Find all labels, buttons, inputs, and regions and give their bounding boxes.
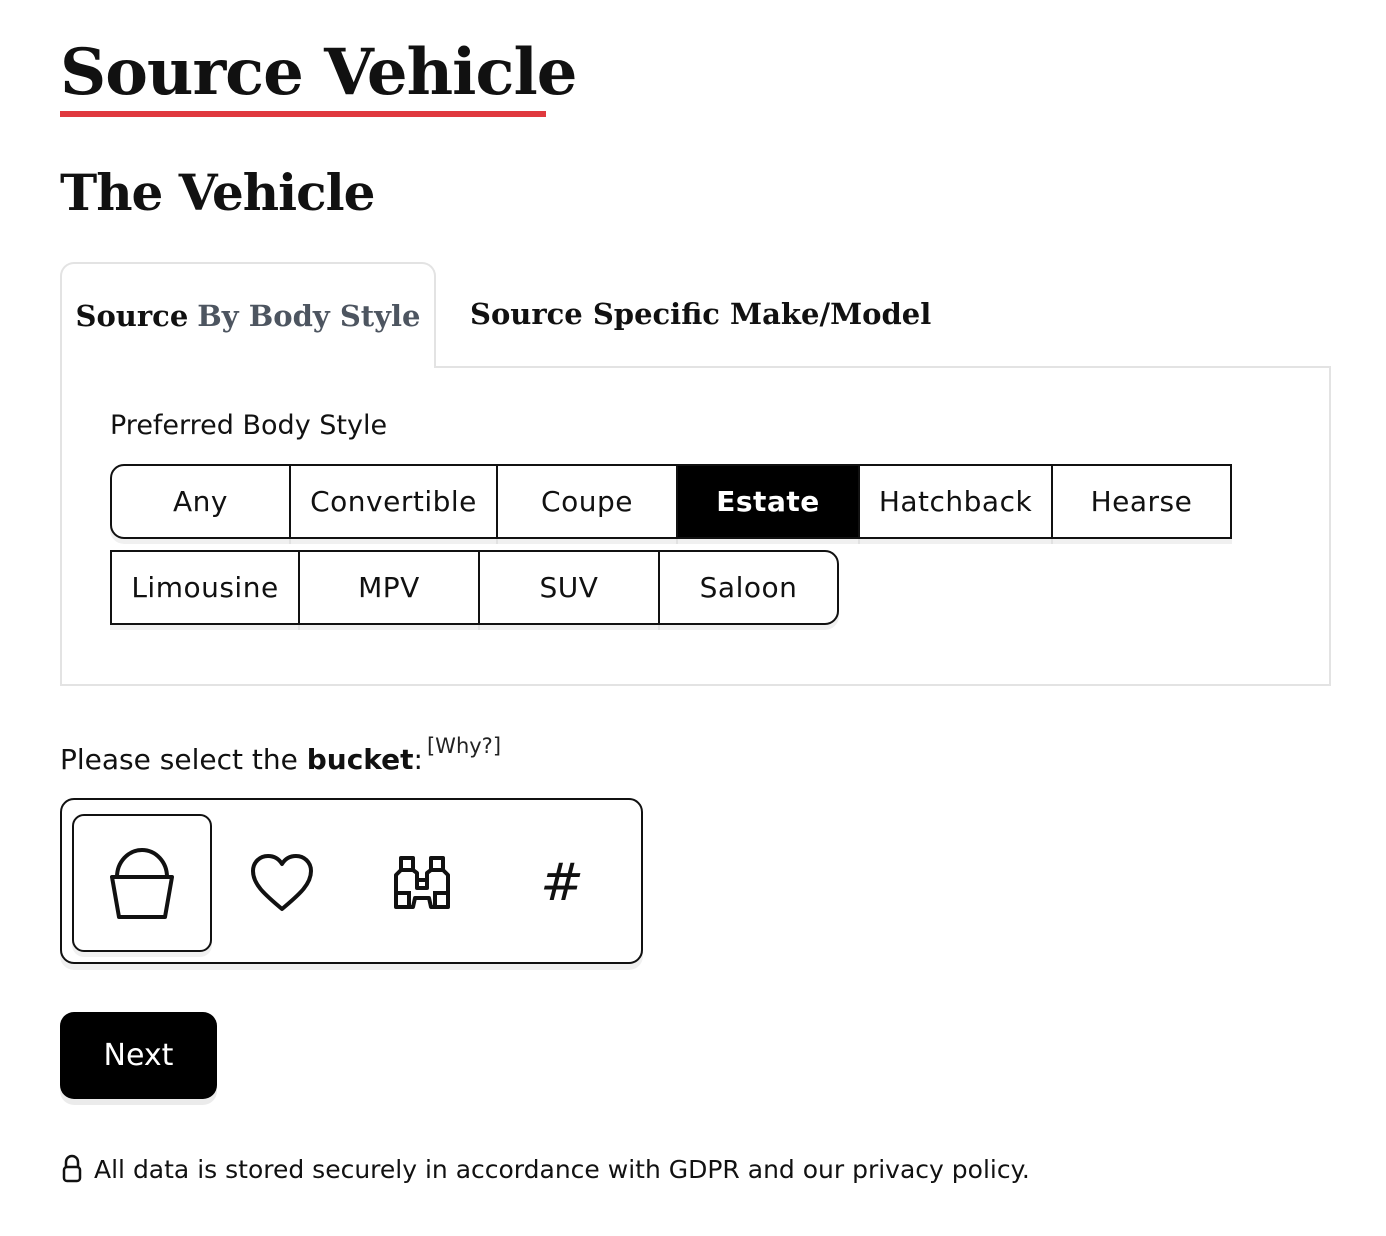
bucket-icon: [109, 843, 175, 923]
tab-label-rest: By Body Style: [197, 299, 421, 333]
body-style-option-estate[interactable]: Estate: [676, 464, 860, 539]
body-style-option-suv[interactable]: SUV: [478, 550, 660, 625]
privacy-text: All data is stored securely in accordance with GDPR and our privacy policy.: [94, 1154, 1030, 1184]
body-style-option-coupe[interactable]: Coupe: [496, 464, 678, 539]
bucket-option-bucket[interactable]: [72, 814, 212, 952]
why-link[interactable]: [Why?]: [426, 734, 502, 758]
bucket-selector: [60, 798, 643, 964]
body-style-option-hearse[interactable]: Hearse: [1051, 464, 1232, 539]
body-style-option-any[interactable]: Any: [110, 464, 291, 539]
hash-icon: #: [540, 853, 584, 913]
section-title: The Vehicle: [60, 163, 375, 222]
lock-icon: [62, 1154, 82, 1184]
bucket-option-heart[interactable]: [212, 814, 352, 952]
binoculars-icon: [392, 853, 452, 913]
body-style-option-saloon[interactable]: Saloon: [658, 550, 839, 625]
bucket-label: [60, 734, 502, 784]
privacy-notice: [62, 1154, 1030, 1184]
bucket-option-binoculars[interactable]: [352, 814, 492, 952]
tab-label: Source Specific Make/Model: [470, 297, 932, 331]
body-style-option-mpv[interactable]: MPV: [298, 550, 480, 625]
heart-icon: [249, 853, 315, 913]
body-style-option-hatchback[interactable]: Hatchback: [858, 464, 1053, 539]
next-button[interactable]: Next: [60, 1012, 217, 1099]
title-underline: [60, 111, 546, 117]
tab-source-specific-make-model[interactable]: [450, 262, 932, 366]
page-title: Source Vehicle: [60, 35, 577, 110]
body-style-option-limousine[interactable]: Limousine: [110, 550, 300, 625]
preferred-body-style-label: Preferred Body Style: [110, 410, 388, 441]
body-style-row-1: [110, 464, 1232, 539]
body-style-row-2: [110, 550, 839, 625]
bucket-label-bold: bucket: [306, 743, 414, 776]
body-style-option-convertible[interactable]: Convertible: [289, 464, 498, 539]
tab-source-by-body-style[interactable]: [60, 262, 436, 368]
bucket-label-suffix: :: [413, 743, 423, 776]
tab-label-lead: Source: [75, 299, 189, 333]
bucket-label-prefix: Please select the: [60, 743, 307, 776]
bucket-option-hash[interactable]: [492, 814, 632, 952]
